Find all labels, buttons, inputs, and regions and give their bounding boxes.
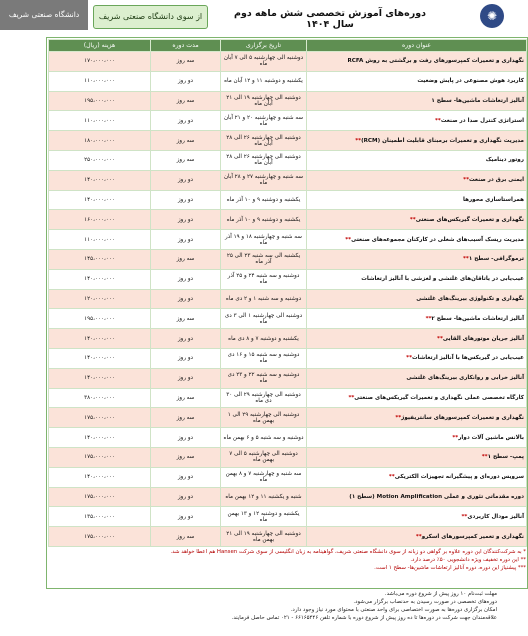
course-title-cell bbox=[307, 289, 527, 309]
course-duration-cell-text: دو روز bbox=[177, 216, 194, 223]
course-duration-cell-text: دو روز bbox=[177, 513, 194, 520]
course-date-cell-text: دوشنبه الی چهارشنبه ۱ الی ۳ دی ماه bbox=[224, 312, 303, 325]
page-title: دوره‌های آموزش تخصصی شش ماهه دوم سال ۱۴۰۴ bbox=[234, 8, 426, 30]
course-title-cell bbox=[307, 487, 527, 507]
course-duration-cell bbox=[151, 467, 221, 487]
course-cost-cell-text: ۱۷۵،۰۰۰،۰۰۰ bbox=[84, 454, 115, 461]
course-title-cell bbox=[307, 329, 527, 349]
course-cost-cell-text: ۱۱۰،۰۰۰،۰۰۰ bbox=[84, 117, 115, 124]
course-duration-cell-text: سه روز bbox=[176, 414, 195, 421]
course-cost-cell-text: ۱۴۰،۰۰۰،۰۰۰ bbox=[84, 196, 115, 203]
course-title-cell-text: مدیریت نگهداری و تعمیرات برمبنای قابلیت اطمینان (RCM) bbox=[361, 137, 524, 144]
table-row bbox=[49, 249, 527, 269]
course-cost-cell-text: ۱۳۵،۰۰۰،۰۰۰ bbox=[84, 513, 115, 520]
course-title-cell bbox=[307, 428, 527, 448]
col-cost-header: هزینه (ریال) bbox=[49, 40, 151, 52]
discount-star-marker: ** bbox=[461, 513, 468, 520]
course-date-cell-text: سه شنبه و چهارشنبه ۲۰ و ۲۱ آبان ماه bbox=[223, 114, 304, 127]
course-duration-cell bbox=[151, 289, 221, 309]
col-title-header: عنوان دوره bbox=[307, 40, 527, 52]
course-date-cell bbox=[221, 190, 307, 210]
course-cost-cell bbox=[49, 289, 151, 309]
course-title-cell bbox=[307, 131, 527, 151]
course-date-cell bbox=[221, 230, 307, 250]
table-row bbox=[49, 368, 527, 388]
col-date-header: تاریخ برگزاری bbox=[221, 40, 307, 52]
course-title-cell-text: ایمنی برق در صنعت bbox=[469, 177, 524, 184]
course-title-cell-text: نگهداری و تعمیر کمپرسورهای اسکرو bbox=[421, 533, 524, 540]
course-duration-cell bbox=[151, 428, 221, 448]
course-date-cell bbox=[221, 329, 307, 349]
table-row bbox=[49, 388, 527, 408]
course-duration-cell-text: دو روز bbox=[177, 493, 194, 500]
course-date-cell bbox=[221, 111, 307, 131]
course-title-cell-text: آنالیز جریان موتورهای القایی bbox=[442, 335, 524, 342]
course-date-cell-text: یکشنبه و دوشنبه ۱۲ و ۱۳ بهمن ماه bbox=[227, 510, 300, 523]
course-duration-cell-text: سه روز bbox=[176, 137, 195, 144]
footer-line: علاقه‌مندان جهت شرکت در دوره‌ها تا ده روز پیش از شروع دوره با شماره تلفن ۶۶۱۶۵۴۴۶ - ۰۲۱ تماس حاصل فرمایند. bbox=[231, 615, 497, 621]
course-title-cell-text: آنالیز ارتعاشات ماشین‌ها- سطح ۱ bbox=[431, 97, 524, 104]
course-title-cell bbox=[307, 408, 527, 428]
table-row bbox=[49, 91, 527, 111]
course-duration-cell-text: دو روز bbox=[177, 335, 194, 342]
course-cost-cell bbox=[49, 131, 151, 151]
course-duration-cell bbox=[151, 170, 221, 190]
course-date-cell-text: یکشنبه الی سه شنبه ۲۳ الی ۲۵ آذر ماه bbox=[226, 253, 301, 266]
course-title-cell-text: دوره مقدماتی تئوری و عملی Motion Amplification (سطح ۱) bbox=[349, 493, 524, 500]
course-duration-cell bbox=[151, 131, 221, 151]
table-row bbox=[49, 329, 527, 349]
course-duration-cell bbox=[151, 447, 221, 467]
course-date-cell-text: یکشنبه و دوشنبه ۱۱ و ۱۲ آبان ماه bbox=[224, 78, 303, 85]
course-cost-cell-text: ۱۹۵،۰۰۰،۰۰۰ bbox=[84, 315, 115, 322]
course-cost-cell bbox=[49, 507, 151, 527]
course-duration-cell-text: دو روز bbox=[177, 196, 194, 203]
course-cost-cell bbox=[49, 309, 151, 329]
course-title-cell-text: آنالیز ارتعاشات ماشین‌ها- سطح ۲ bbox=[431, 315, 524, 322]
course-cost-cell bbox=[49, 329, 151, 349]
course-date-cell-text: دوشنبه الی چهارشنبه ۱۹ الی ۲۱ بهمن ماه bbox=[226, 530, 301, 543]
course-cost-cell bbox=[49, 408, 151, 428]
table-row bbox=[49, 408, 527, 428]
discount-star-marker: ** bbox=[434, 117, 441, 124]
course-cost-cell bbox=[49, 447, 151, 467]
course-date-cell bbox=[221, 52, 307, 72]
back-to-university-button[interactable]: از سوی دانشگاه صنعتی شریف bbox=[93, 5, 208, 29]
course-date-cell bbox=[221, 507, 307, 527]
course-date-cell-text: دوشنبه الی چهارشنبه ۲۶ الی ۲۸ آبان ماه bbox=[226, 134, 301, 147]
discount-star-marker: ** bbox=[462, 256, 469, 263]
course-duration-cell bbox=[151, 507, 221, 527]
course-date-cell bbox=[221, 150, 307, 170]
course-date-cell bbox=[221, 348, 307, 368]
course-cost-cell-text: ۱۴۰،۰۰۰،۰۰۰ bbox=[84, 434, 115, 441]
course-duration-cell bbox=[151, 111, 221, 131]
course-cost-cell bbox=[49, 190, 151, 210]
col-duration-header: مدت دوره bbox=[151, 40, 221, 52]
course-cost-cell bbox=[49, 487, 151, 507]
course-duration-cell bbox=[151, 71, 221, 91]
table-row bbox=[49, 131, 527, 151]
course-date-cell bbox=[221, 467, 307, 487]
course-title-cell-text: پمپ- سطح ۱ bbox=[487, 454, 524, 461]
discount-star-marker: ** bbox=[425, 315, 432, 322]
course-title-cell-text: کاربرد هوش مصنوعی در پایش وضعیت bbox=[417, 78, 524, 85]
course-duration-cell bbox=[151, 329, 221, 349]
course-date-cell bbox=[221, 269, 307, 289]
table-row bbox=[49, 150, 527, 170]
course-duration-cell-text: دو روز bbox=[177, 236, 194, 243]
course-duration-cell-text: سه روز bbox=[176, 533, 195, 540]
course-duration-cell-text: دو روز bbox=[177, 375, 194, 382]
table-row bbox=[49, 507, 527, 527]
course-date-cell-text: دوشنبه الی چهارشنبه ۵ الی ۷ آبان ماه bbox=[223, 55, 304, 68]
note-1: * به شرکت‌کنندگان این دوره علاوه بر گواهی دو زبانه از سوی دانشگاه صنعتی شریف، گواهینامه به زبان انگلیسی از سوی شرکت Hansen هم اعطا خواهد شد. bbox=[170, 549, 526, 555]
course-title-cell-text: نگهداری و تکنولوژی بیرینگ‌های غلتشی bbox=[416, 295, 524, 302]
course-title-cell bbox=[307, 368, 527, 388]
footer-line: امکان برگزاری دوره‌ها به صورت اختصاصی برای واحد صنعتی با محتوای مورد نیاز وجود دارد. bbox=[290, 607, 497, 613]
course-title-cell-text: بالانس ماشین آلات دوار bbox=[458, 434, 524, 441]
table-row bbox=[49, 289, 527, 309]
table-header-row bbox=[49, 40, 527, 52]
course-cost-cell bbox=[49, 52, 151, 72]
course-duration-cell-text: سه روز bbox=[176, 58, 195, 65]
course-cost-cell-text: ۱۴۰،۰۰۰،۰۰۰ bbox=[84, 375, 115, 382]
course-title-cell-text: نگهداری و تعمیرات کمپرسورهای سانتریفیوژ bbox=[401, 414, 524, 421]
footer bbox=[0, 590, 513, 634]
course-cost-cell bbox=[49, 249, 151, 269]
course-cost-cell-text: ۱۱۰،۰۰۰،۰۰۰ bbox=[84, 78, 115, 85]
course-duration-cell bbox=[151, 487, 221, 507]
table-row bbox=[49, 230, 527, 250]
course-cost-cell bbox=[49, 111, 151, 131]
course-duration-cell-text: دو روز bbox=[177, 117, 194, 124]
course-duration-cell bbox=[151, 368, 221, 388]
course-cost-cell-text: ۱۱۰،۰۰۰،۰۰۰ bbox=[84, 236, 115, 243]
course-title-cell-text: روتور دینامیک bbox=[485, 157, 524, 164]
course-date-cell-text: یکشنبه و دوشنبه ۹ و ۱۰ آذر ماه bbox=[226, 196, 301, 203]
table-row bbox=[49, 210, 527, 230]
course-duration-cell bbox=[151, 230, 221, 250]
course-cost-cell-text: ۱۷۵،۰۰۰،۰۰۰ bbox=[84, 533, 115, 540]
course-cost-cell bbox=[49, 348, 151, 368]
table-row bbox=[49, 52, 527, 72]
course-table bbox=[48, 39, 527, 547]
course-date-cell bbox=[221, 91, 307, 111]
note-3: *** پیشنیاز این دوره، دوره آنالیز ارتعاشات ماشین‌ها- سطح ۱ است. bbox=[374, 565, 526, 571]
course-duration-cell bbox=[151, 527, 221, 547]
course-title-cell bbox=[307, 467, 527, 487]
course-date-cell-text: دوشنبه و سه شنبه ۱۵ و ۱۶ دی ماه bbox=[227, 352, 300, 365]
course-date-cell-text: دوشنبه و سه شنبه ۲۴ و ۲۵ آذر ماه bbox=[227, 273, 300, 286]
course-title-cell-text: سرویس دوره‌ای و پیشگیرانه تجهیزات الکتریکی bbox=[394, 474, 524, 481]
course-duration-cell-text: دو روز bbox=[177, 177, 194, 184]
course-date-cell bbox=[221, 368, 307, 388]
course-date-cell bbox=[221, 447, 307, 467]
course-date-cell-text: سه شنبه و چهارشنبه ۱۸ و ۱۹ آذر ماه bbox=[225, 233, 302, 246]
table-row bbox=[49, 527, 527, 547]
course-cost-cell-text: ۱۴۵،۰۰۰،۰۰۰ bbox=[84, 256, 115, 263]
discount-star-marker: ** bbox=[481, 454, 488, 461]
course-cost-cell-text: ۱۷۵،۰۰۰،۰۰۰ bbox=[84, 414, 115, 421]
course-date-cell-text: دوشنبه الی چهارشنبه ۵ الی ۷ بهمن ماه bbox=[229, 451, 298, 464]
course-date-cell-text: یکشنبه و دوشنبه ۹ و ۱۰ آذر ماه bbox=[226, 216, 301, 223]
discount-star-marker: ** bbox=[409, 216, 416, 223]
course-date-cell bbox=[221, 249, 307, 269]
course-date-cell bbox=[221, 408, 307, 428]
course-date-cell bbox=[221, 487, 307, 507]
table-row bbox=[49, 190, 527, 210]
discount-star-marker: ** bbox=[388, 474, 395, 481]
discount-star-marker: ** bbox=[437, 335, 443, 342]
course-date-cell bbox=[221, 309, 307, 329]
discount-star-marker: ** bbox=[452, 434, 459, 441]
course-cost-cell-text: ۱۴۰،۰۰۰،۰۰۰ bbox=[84, 276, 115, 283]
course-title-cell bbox=[307, 71, 527, 91]
course-title-cell bbox=[307, 249, 527, 269]
course-title-cell-text: ترموگرافی- سطح ۱ bbox=[468, 256, 524, 263]
discount-star-marker: ** bbox=[345, 236, 352, 243]
course-duration-cell-text: دو روز bbox=[177, 474, 194, 481]
course-duration-cell-text: دو روز bbox=[177, 355, 194, 362]
course-date-cell bbox=[221, 289, 307, 309]
course-duration-cell bbox=[151, 52, 221, 72]
table-row bbox=[49, 309, 527, 329]
course-cost-cell bbox=[49, 269, 151, 289]
table-row bbox=[49, 447, 527, 467]
course-duration-cell bbox=[151, 91, 221, 111]
course-cost-cell-text: ۱۷۵،۰۰۰،۰۰۰ bbox=[84, 493, 115, 500]
course-title-cell-text: کارگاه تخصصی عملی نگهداری و تعمیرات گیربکس‌های صنعتی bbox=[354, 394, 524, 401]
course-title-cell bbox=[307, 150, 527, 170]
course-title-cell bbox=[307, 527, 527, 547]
course-duration-cell bbox=[151, 388, 221, 408]
course-cost-cell-text: ۱۴۰،۰۰۰،۰۰۰ bbox=[84, 335, 115, 342]
course-date-cell-text: دوشنبه الی چهارشنبه ۲۹ الی ۳۰ دی ماه bbox=[226, 391, 301, 404]
course-cost-cell bbox=[49, 71, 151, 91]
course-cost-cell bbox=[49, 170, 151, 190]
course-date-cell-text: دوشنبه الی چهارشنبه ۲۹ الی ۱ بهمن ماه bbox=[227, 411, 300, 424]
table-row bbox=[49, 487, 527, 507]
course-title-cell bbox=[307, 91, 527, 111]
course-duration-cell bbox=[151, 150, 221, 170]
course-cost-cell bbox=[49, 368, 151, 388]
course-cost-cell-text: ۱۴۰،۰۰۰،۰۰۰ bbox=[84, 474, 115, 481]
course-title-cell-text: نگهداری و تعمیرات گیربکس‌های صنعتی bbox=[415, 216, 524, 223]
course-cost-cell-text: ۱۲۰،۰۰۰،۰۰۰ bbox=[84, 295, 115, 302]
course-date-cell-text: یکشنبه و دوشنبه ۷ و ۸ دی ماه bbox=[228, 335, 299, 342]
course-title-cell-text: نگهداری و تعمیرات کمپرسورهای رفت و برگشتی به روش RCFA bbox=[347, 58, 524, 65]
course-cost-cell bbox=[49, 527, 151, 547]
course-cost-cell bbox=[49, 388, 151, 408]
discount-star-marker: ** bbox=[348, 394, 355, 401]
course-date-cell bbox=[221, 131, 307, 151]
note-2: ** این دوره تخفیف ویژه دانشجویی ۵۰٪ درصد دارد. bbox=[410, 557, 526, 563]
course-date-cell-text: دوشنبه و سه شنبه ۵ و ۶ بهمن ماه bbox=[223, 434, 304, 441]
course-cost-cell-text: ۱۹۵،۰۰۰،۰۰۰ bbox=[84, 97, 115, 104]
course-title-cell-text: مدیریت ریسک آسیب‌های شغلی در کارکنان مجموعه‌های صنعتی bbox=[351, 236, 524, 243]
notes bbox=[48, 548, 526, 588]
course-title-cell bbox=[307, 388, 527, 408]
course-duration-cell-text: سه روز bbox=[176, 394, 195, 401]
course-duration-cell-text: دو روز bbox=[177, 276, 194, 283]
course-duration-cell bbox=[151, 309, 221, 329]
table-row bbox=[49, 170, 527, 190]
course-duration-cell bbox=[151, 269, 221, 289]
course-cost-cell-text: ۱۴۰،۰۰۰،۰۰۰ bbox=[84, 177, 115, 184]
course-date-cell bbox=[221, 428, 307, 448]
course-title-cell bbox=[307, 230, 527, 250]
course-duration-cell-text: سه روز bbox=[176, 256, 195, 263]
course-title-cell-text: آنالیز مودال کاربردی bbox=[467, 513, 524, 520]
table-row bbox=[49, 111, 527, 131]
table-row bbox=[49, 467, 527, 487]
discount-star-marker: ** bbox=[406, 355, 413, 362]
course-duration-cell-text: دو روز bbox=[177, 434, 194, 441]
course-date-cell-text: دوشنبه الی چهارشنبه ۱۹ الی ۲۱ آبان ماه bbox=[226, 94, 301, 107]
course-date-cell bbox=[221, 527, 307, 547]
discount-star-marker: ** bbox=[395, 414, 402, 421]
course-duration-cell bbox=[151, 348, 221, 368]
course-date-cell bbox=[221, 210, 307, 230]
course-duration-cell-text: سه روز bbox=[176, 157, 195, 164]
course-cost-cell bbox=[49, 91, 151, 111]
university-logo: دانشگاه صنعتی شریف bbox=[0, 0, 88, 30]
table-row bbox=[49, 269, 527, 289]
course-duration-cell-text: سه روز bbox=[176, 97, 195, 104]
course-title-cell bbox=[307, 269, 527, 289]
course-title-cell bbox=[307, 507, 527, 527]
course-date-cell-text: دوشنبه و سه شنبه ۱ و ۲ دی ماه bbox=[225, 295, 302, 302]
course-title-cell-text: استراتژی کنترل صدا در صنعت bbox=[440, 117, 524, 124]
course-date-cell bbox=[221, 170, 307, 190]
course-title-cell bbox=[307, 447, 527, 467]
course-date-cell-text: دوشنبه الی چهارشنبه ۲۶ الی ۲۸ آبان ماه bbox=[226, 154, 301, 167]
course-cost-cell bbox=[49, 230, 151, 250]
course-cost-cell-text: ۱۸۰،۰۰۰،۰۰۰ bbox=[84, 137, 115, 144]
course-title-cell-text: آنالیز خرابی و روانکاری بیرینگ‌های غلتشی bbox=[406, 375, 524, 382]
course-cost-cell bbox=[49, 210, 151, 230]
discount-star-marker: ** bbox=[355, 137, 362, 144]
course-date-cell bbox=[221, 388, 307, 408]
course-cost-cell-text: ۱۶۰،۰۰۰،۰۰۰ bbox=[84, 216, 115, 223]
course-cost-cell-text: ۱۴۰،۰۰۰،۰۰۰ bbox=[84, 355, 115, 362]
course-duration-cell-text: سه روز bbox=[176, 315, 195, 322]
table-row bbox=[49, 71, 527, 91]
course-title-cell bbox=[307, 190, 527, 210]
course-title-cell-text: همراستاسازی محورها bbox=[462, 196, 524, 203]
course-date-cell-text: سه شنبه و چهارشنبه ۲۷ و ۲۸ آبان ماه bbox=[223, 174, 304, 187]
course-title-cell bbox=[307, 111, 527, 131]
course-date-cell bbox=[221, 71, 307, 91]
course-cost-cell bbox=[49, 428, 151, 448]
course-duration-cell bbox=[151, 408, 221, 428]
course-cost-cell bbox=[49, 467, 151, 487]
discount-star-marker: ** bbox=[463, 177, 469, 184]
university-emblem-icon: ✺ bbox=[480, 4, 504, 28]
course-cost-cell bbox=[49, 150, 151, 170]
course-title-cell bbox=[307, 52, 527, 72]
course-cost-cell-text: ۲۵۰،۰۰۰،۰۰۰ bbox=[84, 157, 115, 164]
table-row bbox=[49, 348, 527, 368]
top-bar bbox=[0, 0, 513, 34]
course-date-cell-text: شنبه و یکشنبه ۱۱ و ۱۲ بهمن ماه bbox=[225, 493, 302, 500]
course-title-cell-text: عیب‌یابی در گیربکس‌ها با آنالیز ارتعاشات bbox=[412, 355, 524, 362]
course-date-cell-text: سه شنبه و چهارشنبه ۷ و ۸ بهمن ماه bbox=[225, 471, 302, 484]
table-row bbox=[49, 428, 527, 448]
course-duration-cell bbox=[151, 210, 221, 230]
course-duration-cell-text: سه روز bbox=[176, 454, 195, 461]
course-duration-cell-text: دو روز bbox=[177, 295, 194, 302]
course-title-cell-text: عیب‌یابی در یاتاقان‌های غلتشی و لغزشی با آنالیز ارتعاشات bbox=[361, 276, 524, 283]
footer-line: دوره‌های تخصصی در صورت رسیدن به حدنصاب برگزار می‌شود. bbox=[353, 599, 497, 605]
course-title-cell bbox=[307, 170, 527, 190]
table-body bbox=[49, 52, 527, 547]
footer-line: مهلت ثبت‌نام ۱۰ روز پیش از شروع دوره می‌باشد. bbox=[384, 591, 497, 597]
course-duration-cell-text: دو روز bbox=[177, 78, 194, 85]
discount-star-marker: ** bbox=[415, 533, 422, 540]
course-title-cell bbox=[307, 348, 527, 368]
course-duration-cell bbox=[151, 249, 221, 269]
course-duration-cell bbox=[151, 190, 221, 210]
course-title-cell bbox=[307, 210, 527, 230]
course-date-cell-text: دوشنبه و سه شنبه ۲۲ و ۲۳ دی ماه bbox=[227, 372, 300, 385]
course-title-cell bbox=[307, 309, 527, 329]
course-cost-cell-text: ۱۷۰،۰۰۰،۰۰۰ bbox=[84, 58, 115, 65]
course-cost-cell-text: ۳۸۰،۰۰۰،۰۰۰ bbox=[84, 394, 115, 401]
